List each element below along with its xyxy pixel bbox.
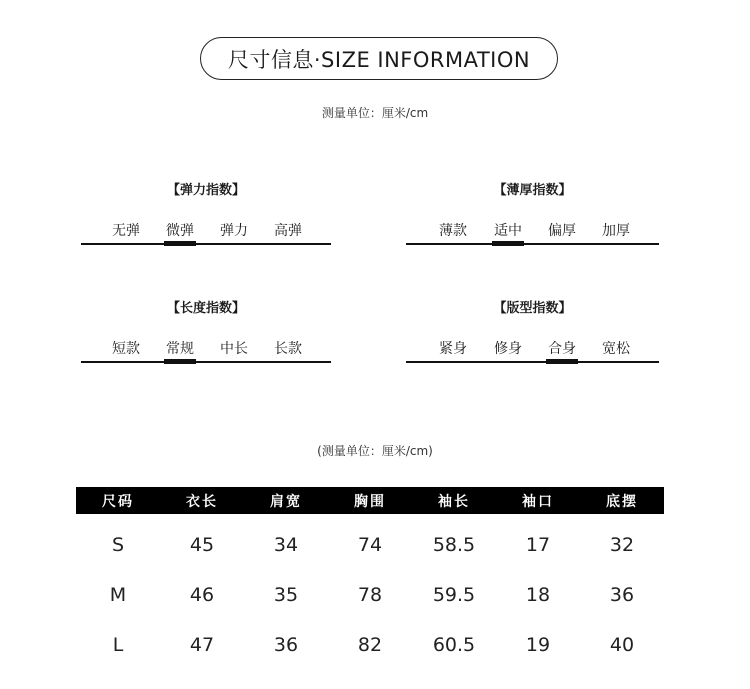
table-cell: 45 (189, 534, 215, 556)
scale-marker (492, 241, 524, 246)
table-cell: 47 (189, 634, 215, 656)
scale-option: 合身 (548, 341, 576, 357)
column-header: 袖长 (438, 493, 470, 510)
scale-line (406, 361, 659, 363)
table-cell: S (111, 534, 125, 556)
table-cell: 32 (609, 534, 635, 556)
table-cell: 36 (273, 634, 299, 656)
scale-title: 【弹力指数】 (166, 183, 245, 198)
unit-note: 测量单位：厘米/cm (321, 106, 429, 120)
table-cell: 78 (357, 584, 383, 606)
scale-line (81, 243, 331, 245)
scale-option: 适中 (494, 223, 522, 239)
table-cell: M (109, 584, 127, 606)
page-title: 尺寸信息·SIZE INFORMATION (200, 37, 558, 80)
table-cell: 17 (525, 534, 551, 556)
column-header: 衣长 (186, 493, 218, 510)
scale-marker (164, 359, 196, 364)
size-table (76, 487, 664, 670)
table-cell: 46 (189, 584, 215, 606)
column-header: 胸围 (354, 493, 386, 510)
table-cell: 59.5 (432, 584, 476, 606)
scale-option: 弹力 (220, 223, 248, 239)
scale-option: 薄款 (439, 223, 467, 239)
table-unit-note: (测量单位：厘米/cm) (317, 444, 433, 458)
table-cell: 34 (273, 534, 299, 556)
table-row (76, 620, 664, 670)
table-cell: 40 (609, 634, 635, 656)
scale-option: 常规 (166, 341, 194, 357)
table-cell: 36 (609, 584, 635, 606)
table-row (76, 520, 664, 570)
column-header: 底摆 (606, 493, 638, 510)
scale-option: 宽松 (602, 341, 630, 357)
scale-option: 偏厚 (548, 223, 576, 239)
table-cell: 74 (357, 534, 383, 556)
table-cell: 35 (273, 584, 299, 606)
scale-marker (546, 359, 578, 364)
scale-option: 高弹 (274, 223, 302, 239)
table-cell: 18 (525, 584, 551, 606)
scale-option: 微弹 (166, 223, 194, 239)
column-header: 肩宽 (270, 493, 302, 510)
scale-title: 【长度指数】 (166, 301, 245, 316)
scale-title: 【薄厚指数】 (493, 183, 572, 198)
table-cell: 58.5 (432, 534, 476, 556)
scale-option: 无弹 (112, 223, 140, 239)
scale-line (81, 361, 331, 363)
scale-option: 紧身 (439, 341, 467, 357)
table-cell: 82 (357, 634, 383, 656)
table-cell: L (112, 634, 124, 656)
scale-option: 短款 (112, 341, 140, 357)
scale-option: 修身 (494, 341, 522, 357)
scale-marker (164, 241, 196, 246)
table-cell: 60.5 (432, 634, 476, 656)
table-cell: 19 (525, 634, 551, 656)
scale-option: 长款 (274, 341, 302, 357)
scale-option: 中长 (220, 341, 248, 357)
scale-option: 加厚 (602, 223, 630, 239)
table-row (76, 570, 664, 620)
column-header: 尺码 (102, 493, 134, 510)
scale-title: 【版型指数】 (493, 301, 572, 316)
table-header (76, 487, 664, 514)
scale-line (406, 243, 659, 245)
column-header: 袖口 (522, 493, 554, 510)
